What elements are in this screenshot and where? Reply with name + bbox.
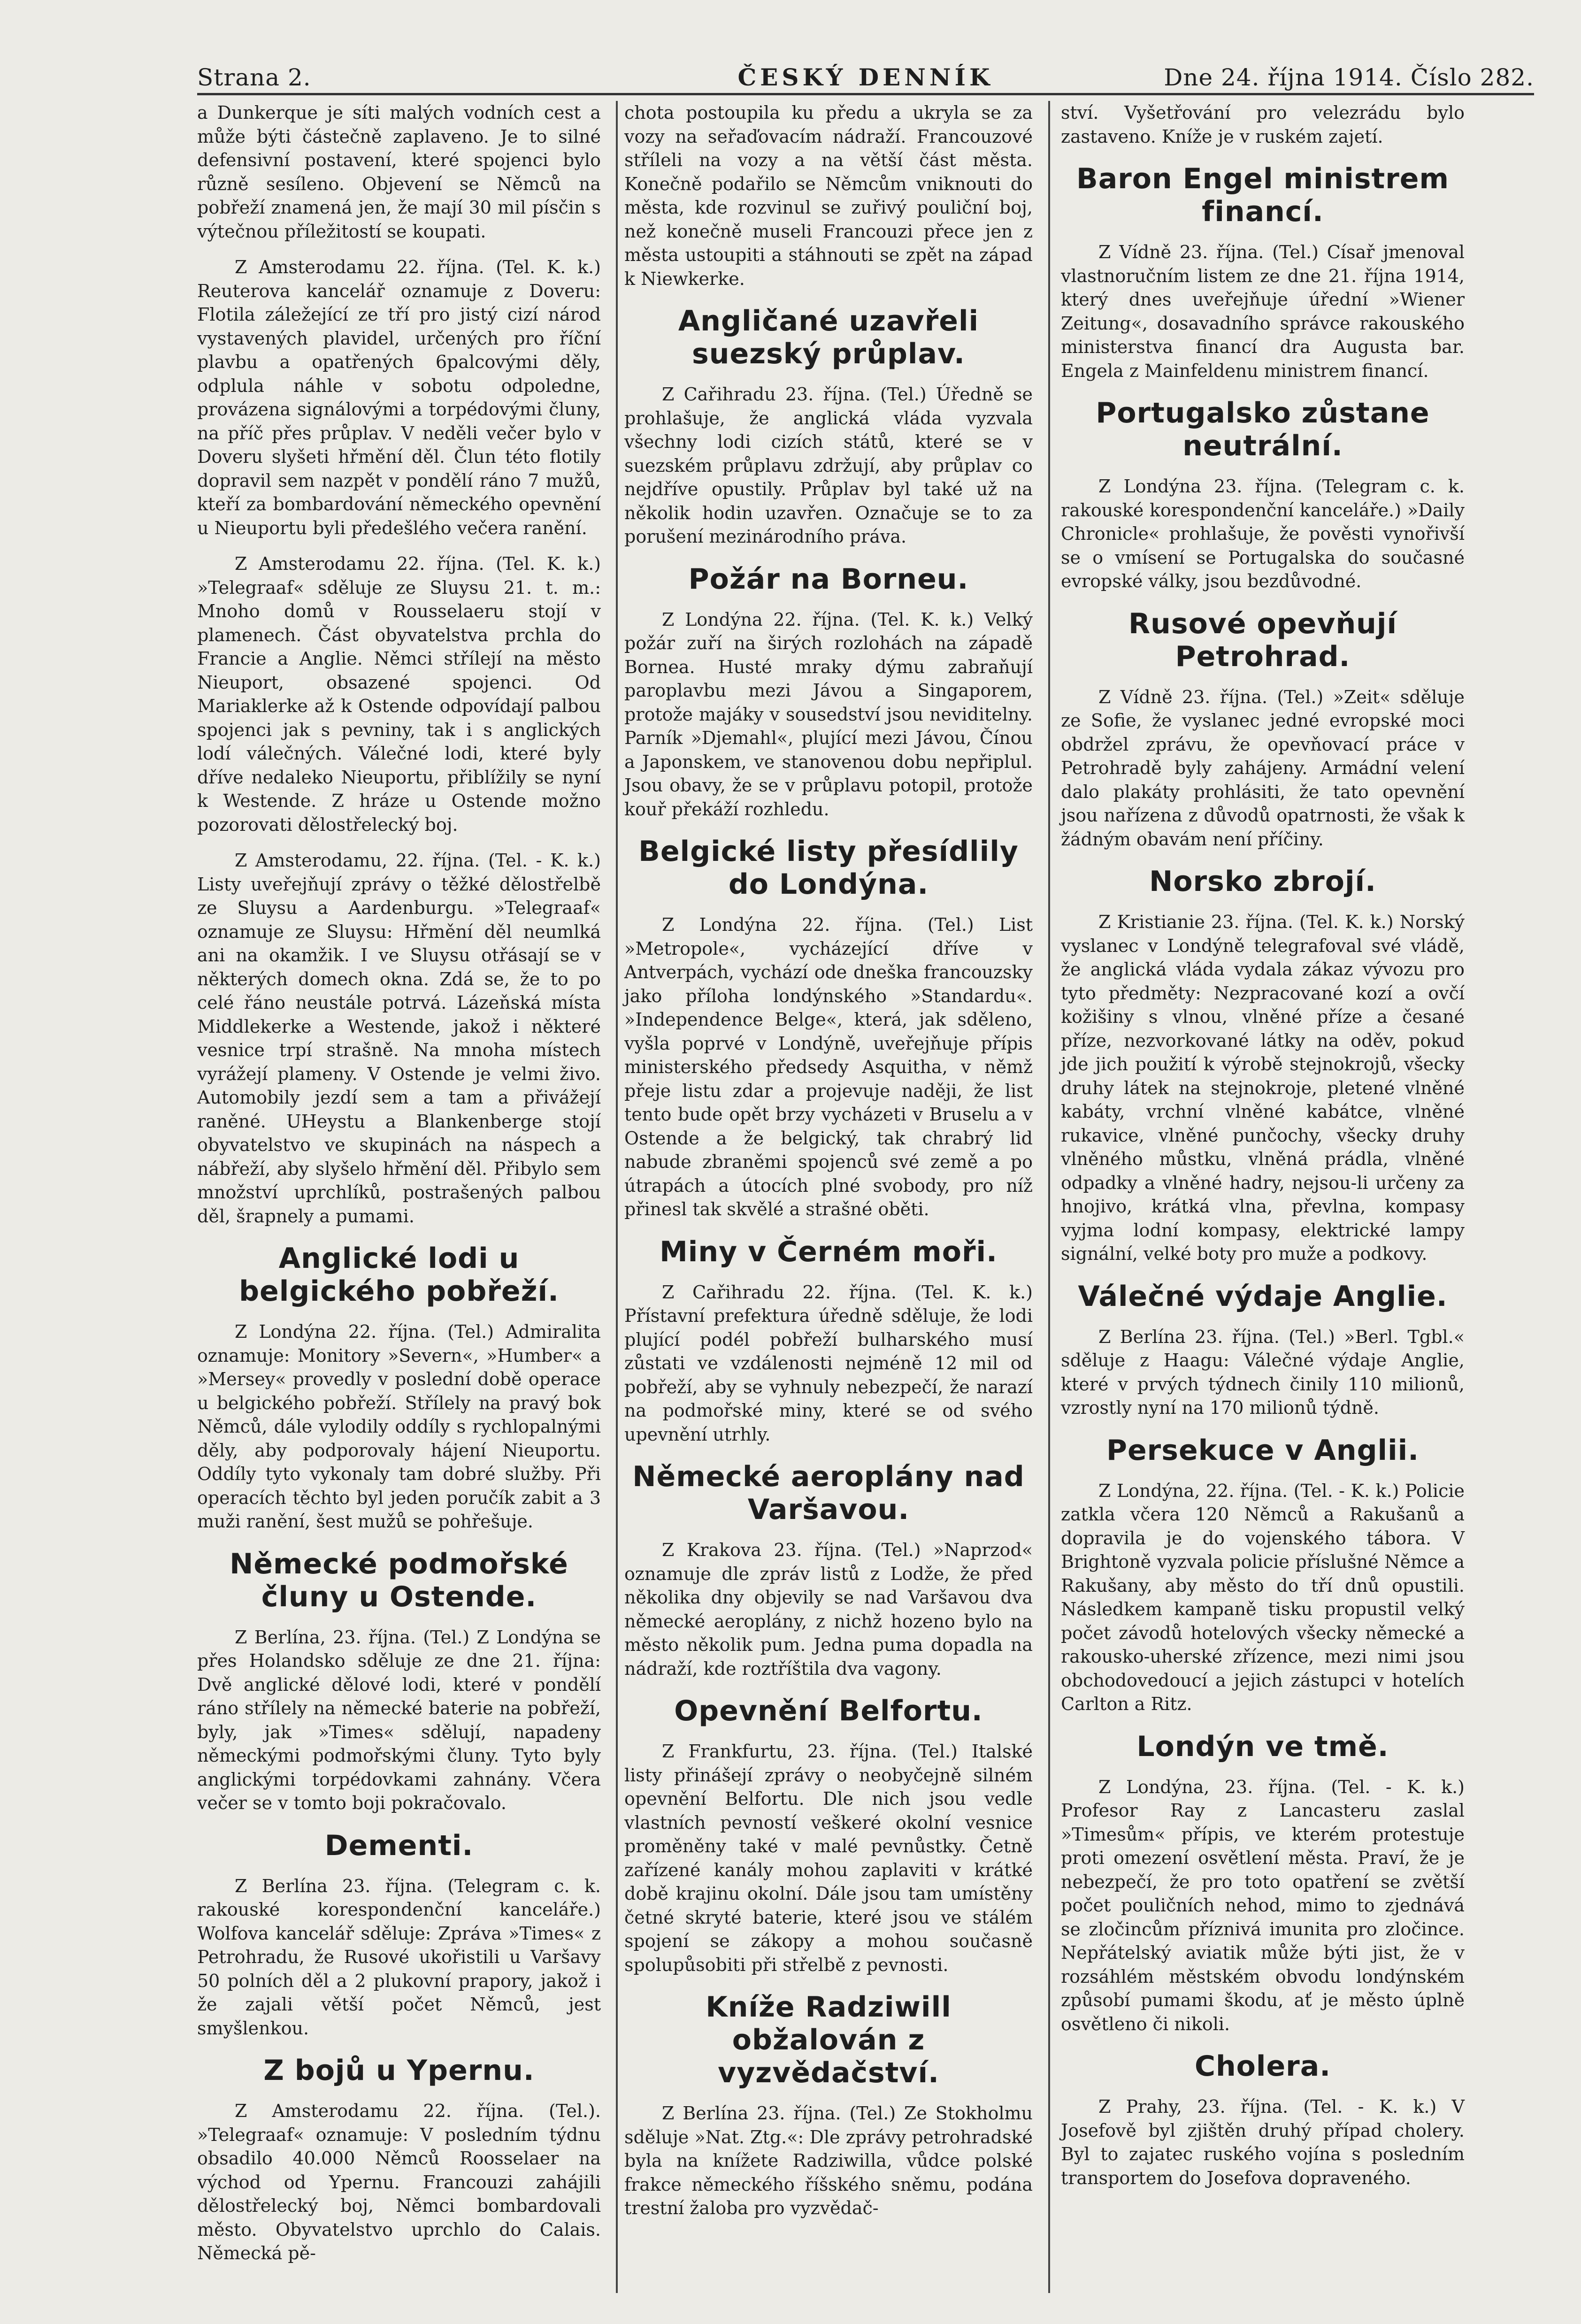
column-2 [624, 101, 1033, 2232]
article-headline: Německé podmořské čluny u Ostende. [230, 1547, 568, 1613]
article-headline: Anglické lodi u belgického pobřeží. [239, 1242, 559, 1308]
article-paragraph: Z Vídně 23. října. (Tel.) Císař jmenoval vlastnoručním listem ze dne 21. října 1914, který dnes uveřejňuje úřední »Wiener Zeitung«, dosavadního správce rakouského ministerstva financí dra Augusta bar. Engela z Mainfeldenu ministrem financí. [1061, 242, 1465, 381]
article-paragraph: a Dunkerque je síti malých vodních cest a může býti částečně zaplaveno. Je to silné defensivní postavení, které spojenci bylo různě sesíleno. Objevení se Němců na pobřeží znamená jen, že mají 30 mil písčin s výtečnou příležitostí se koupati. [197, 102, 601, 242]
article-headline: Norsko zbrojí. [1149, 865, 1376, 898]
article-paragraph: Z Amsterodamu 22. října. (Tel.). »Telegraaf« oznamuje: V posledním týdnu obsadilo 40.000 Němců Roosselaer na východ od Ypernu. Francouzi zahájili dělostřelecký boj, Němci bombardovali město. Obyvatelstvo uprchlo do Calais. Německá pě- [197, 2101, 601, 2263]
article-paragraph: Z Prahy, 23. října. (Tel. - K. k.) V Josefově byl zjištěn druhý případ cholery. Byl to zajatec ruského vojína s posledním transportem do Josefova dopraveného. [1061, 2096, 1465, 2188]
article-headline: Belgické listy přesídlily do Londýna. [638, 835, 1019, 901]
article-paragraph: Z Kristianie 23. října. (Tel. K. k.) Norský vyslanec v Londýně telegrafoval své vládě, že anglická vláda vydala zákaz vývozu pro tyto předměty: Nezpracované kozí a ovčí kožišiny s vlnou, vlněné příze a česané příze, nezvorkované látky na oděv, pokud jde jich použití k výrobě stejnokrojů, všecky druhy látek na stejnokroje, pletené vlněné kabáty, vrchní vlněné kabátce, vlněné rukavice, vlněné punčochy, všecky druhy vlněného můstku, vlněná prádla, vlněné odpadky a vlněné hadry, nejsou-li určeny za hnojivo, krátká vlna, převlna, kompasy vyjma lodní kompasy, elektrické lampy signální, velké boty pro muže a podkovy. [1061, 912, 1465, 1264]
column-1 [197, 101, 601, 2278]
article-headline: Londýn ve tmě. [1136, 1730, 1389, 1763]
article-paragraph: Z Londýna 23. října. (Telegram c. k. rakouské korespondenční kanceláře.) »Daily Chronicle« prohlašuje, že pověsti vynořivší se o vmísení se Portugalska do současné evropské války, jsou bezdůvodné. [1061, 476, 1465, 591]
article-paragraph: Z Berlína 23. října. (Tel.) Ze Stokholmu sděluje »Nat. Ztg.«: Dle zprávy petrohradské byla na knížete Radziwilla, vůdce polské frakce německého říšského sněmu, podána trestní žaloba pro vyzvědač- [624, 2103, 1033, 2218]
article-headline: Požár na Borneu. [688, 562, 969, 596]
article-paragraph: Z Amsterodamu, 22. října. (Tel. - K. k.) Listy uveřejňují zprávy o těžké dělostřelbě ze Sluysu a Aardenburgu. »Telegraaf« oznamuje ze Sluysu: Hřmění děl neumlká ani na okamžik. I ve Sluysu otřásají se v některých domech okna. Zdá se, že to po celé řáno neustále potrvá. Lázeňská místa Middlekerke a Westende, jakož i některé vesnice trpí strašně. Na mnoha místech vyrážejí plameny. V Ostende je velmi živo. Automobily jezdí sem a tam a přivážejí raněné. UHeystu a Blankenberge stojí obyvatelstvo ve skupinách na náspech a nábřeží, aby slyšelo hřmění děl. Přibylo sem množství uprchlíků, postrašených palbou děl, šrapnely a pumami. [197, 850, 601, 1227]
article-paragraph: Z Vídně 23. října. (Tel.) »Zeit« sděluje ze Sofie, že vyslanec jedné evropské moci obdržel zprávu, že opevňovací práce v Petrohradě byly zahájeny. Armádní velení dalo plakáty prohlásiti, že tato opevnění jsou nařízena z důvodů opatrnosti, že však k žádným obavám není příčiny. [1061, 686, 1465, 850]
article-headline: Miny v Černém moři. [660, 1235, 998, 1268]
article-paragraph: Z Berlína 23. října. (Tel.) »Berl. Tgbl.« sděluje z Haagu: Válečné výdaje Anglie, které v prvých týdnech činily 110 milionů, vzrostly nyní na 170 milionů týdně. [1061, 1326, 1465, 1418]
article-paragraph: Z Londýna, 23. října. (Tel. - K. k.) Profesor Ray z Lancasteru zaslal »Timesům« přípis, ve kterém protestuje proti omezení osvětlení města. Praví, že je nebezpečí, že pro toto opatření se zvětší počet pouličních nehod, mimo to zjednává se zločincům příznivá imunita pro zločince. Nepřátelský aviatik může býti jist, že v rozsáhlém městském obvodu londýnském způsobí pumami škodu, ať je město úplně osvětleno či nikoli. [1061, 1776, 1465, 2034]
article-paragraph: Z Amsterodamu 22. října. (Tel. K. k.) »Telegraaf« sděluje ze Sluysu 21. t. m.: Mnoho domů v Rousselaeru stojí v plamenech. Část obyvatelstva prchla do Francie a Anglie. Němci střílejí na město Nieuport, obsazené spojenci. Od Mariaklerke až k Ostende odpovídají palbou spojenci jak s pevniny, tak i s anglických lodí válečných. Válečné lodi, které byly dříve nedaleko Nieuportu, přiblížily se nyní k Westende. Z hráze u Ostende možno pozorovati dělostřelecký boj. [197, 553, 601, 835]
article-paragraph: Z Cařihradu 22. října. (Tel. K. k.) Přístavní prefektura úředně sděluje, že lodi plující podél pobřeží bulharského musí zůstati ve vzdálenosti nejméně 12 mil od pobřeží, aby se vyhnuly nebezpečí, že narazí na podmořské miny, které se od svého upevnění utrhly. [624, 1281, 1033, 1445]
issue-date: Dne 24. října 1914. Číslo 282. [1164, 64, 1534, 91]
column-divider [616, 101, 618, 2293]
column-divider [1048, 101, 1050, 2293]
article-paragraph: Z Londýna, 22. října. (Tel. - K. k.) Policie zatkla včera 120 Němců a Rakušanů a dopravila je do vojenského tábora. V Brightoně vyzvala policie příslušné Němce a Rakušany, aby město do tří dnů opustili. Následkem kampaně tisku propustil velký počet závodů hotelových všecky německé a rakousko-uherské zřízence, mezi nimi jsou obchodovedoucí a jejich zástupci v hotelích Carlton a Ritz. [1061, 1480, 1465, 1714]
article-paragraph: Z Londýna 22. října. (Tel.) List »Metropole«, vycházející dříve v Antverpách, vychází ode dneška francouzsky jako příloha londýnského »Standardu«. »Independence Belge«, která, jak sděleno, vyšla poprvé v Londýně, uveřejňuje přípis ministerského předsedy Asquitha, v němž přeje listu zdar a projevuje naději, že list tento bude opět brzy vycházeti v Bruselu a v Ostende a že belgický, tak chrabrý lid nabude zbraněmi spojenců své země a po útrapách a útocích plné svobody, pro níž přinesl tak skvělé a strašné oběti. [624, 914, 1033, 1220]
article-paragraph: Z Cařihradu 23. října. (Tel.) Úředně se prohlašuje, že anglická vláda vyzvala všechny lodi cizích států, které se v suezském průplavu zdržují, aby průplav co nejdříve opustily. Průplav byl také už na několik hodin uzavřen. Označuje se to za porušení mezinárodního práva. [624, 384, 1033, 547]
article-paragraph: Z Berlína, 23. října. (Tel.) Z Londýna se přes Holandsko sděluje ze dne 21. října: Dvě anglické dělové lodi, které v pondělí ráno střílely na německé baterie na pobřeží, byly, jak »Times« sdělují, napadeny německými podmořskými čluny. Tyto byly anglickými torpédovkami zahnány. Včera večer se v tomto boji pokračovalo. [197, 1626, 601, 1813]
article-paragraph: Z Londýna 22. října. (Tel. K. k.) Velký požár zuří na širých rozlohách na západě Bornea. Husté mraky dýmu zabraňují paroplavbu mezi Jávou a Singaporem, protože majáky v sousedství jsou neviditelny. Parník »Djemahl«, plující mezi Jávou, Čínou a Japonskem, ve stanovenou dobu nepřiplul. Jsou obavy, že se v průplavu potopil, protože kouř překáží rozhledu. [624, 609, 1033, 820]
article-headline: Baron Engel ministrem financí. [1076, 162, 1449, 228]
masthead [197, 60, 1534, 95]
article-paragraph: ství. Vyšetřování pro velezrádu bylo zastaveno. Kníže je v ruském zajetí. [1061, 102, 1465, 147]
article-headline: Cholera. [1194, 2050, 1331, 2083]
article-headline: Z bojů u Ypernu. [263, 2054, 535, 2087]
page-number: Strana 2. [197, 64, 311, 91]
article-paragraph: Z Londýna 22. října. (Tel.) Admiralita oznamuje: Monitory »Severn«, »Humber« a »Mersey« provedly v poslední době operace u belgického pobřeží. Střílely na pravý bok Němců, dále vylodily oddíly s rychlopalnými děly, aby podporovaly hájení Nieuportu. Oddíly tyto vykonaly tam dobré služby. Při operacích těchto byl jeden poručík zabit a 3 muži ranění, šest mužů se pohřešuje. [197, 1321, 601, 1532]
article-headline: Německé aeroplány nad Varšavou. [632, 1460, 1025, 1526]
article-paragraph: Z Frankfurtu, 23. října. (Tel.) Italské listy přinášejí zprávy o neobyčejně silném opevnění Belfortu. Dle nich jsou vedle vlastních pevností veškeré okolní vesnice proměněny také v malé pevnůstky. Četně zařízené kanály mohou zaplaviti v krátké době krajinu okolní. Dále jsou tam umístěny četné skryté baterie, které jsou ve stálém spojení se zákopy a mohou současně spolupůsobiti při střelbě z pevnosti. [624, 1741, 1033, 1975]
article-headline: Persekuce v Anglii. [1106, 1434, 1420, 1467]
article-headline: Portugalsko zůstane neutrální. [1096, 397, 1430, 462]
article-headline: Válečné výdaje Anglie. [1078, 1280, 1448, 1313]
article-paragraph: chota postoupila ku předu a ukryla se za vozy na seřaďovacím nádraží. Francouzové stříleli na vozy a na větší část města. Konečně podařilo se Němcům vniknouti do města, kde rozvinul se zuřivý pouliční boj, než konečně museli Francouzi přece jen z města ustoupiti a stáhnouti se zpět na západ k Niewkerke. [624, 102, 1033, 289]
article-headline: Kníže Radziwill obžalován z vyzvědačství. [706, 1991, 952, 2089]
column-3 [1061, 101, 1465, 2202]
article-paragraph: Z Amsterodamu 22. října. (Tel. K. k.) Reuterova kancelář oznamuje z Doveru: Flotila záležející ze tří pro jistý cizí národ vystavených plavidel, určených pro říční plavbu a opatřených 6palcovými děly, odplula náhle v sobotu odpoledne, provázena signálovými a torpédovými čluny, na příč přes průplav. V neděli večer bylo v Doveru slyšeti hřmění děl. Člun této flotily dopravil sem nazpět v pondělí ráno 7 mužů, kteří za bombardování německého opevnění u Nieuportu byli předešlého večera ranění. [197, 257, 601, 538]
article-headline: Rusové opevňují Petrohrad. [1128, 607, 1397, 673]
article-paragraph: Z Berlína 23. října. (Telegram c. k. rakouské korespondenční kanceláře.) Wolfova kancelář sděluje: Zpráva »Times« z Petrohradu, že Rusové ukořistili u Varšavy 50 polních děl a 2 plukovní prapory, jakož i že zajali větší počet Němců, jest smyšlenkou. [197, 1875, 601, 2039]
article-headline: Opevnění Belfortu. [674, 1695, 983, 1727]
article-headline: Angličané uzavřeli suezský průplav. [678, 305, 979, 370]
newspaper-title: ČESKÝ DENNÍK [737, 63, 994, 91]
article-headline: Dementi. [324, 1829, 474, 1862]
article-paragraph: Z Krakova 23. října. (Tel.) »Naprzod« oznamuje dle zpráv listů z Lodže, že před několika dny objevily se nad Varšavou dva německé aeroplány, z nichž hozeno bylo na město několik pum. Jedna puma dopadla na nádraží, kde roztříštila dva vagony. [624, 1540, 1033, 1679]
